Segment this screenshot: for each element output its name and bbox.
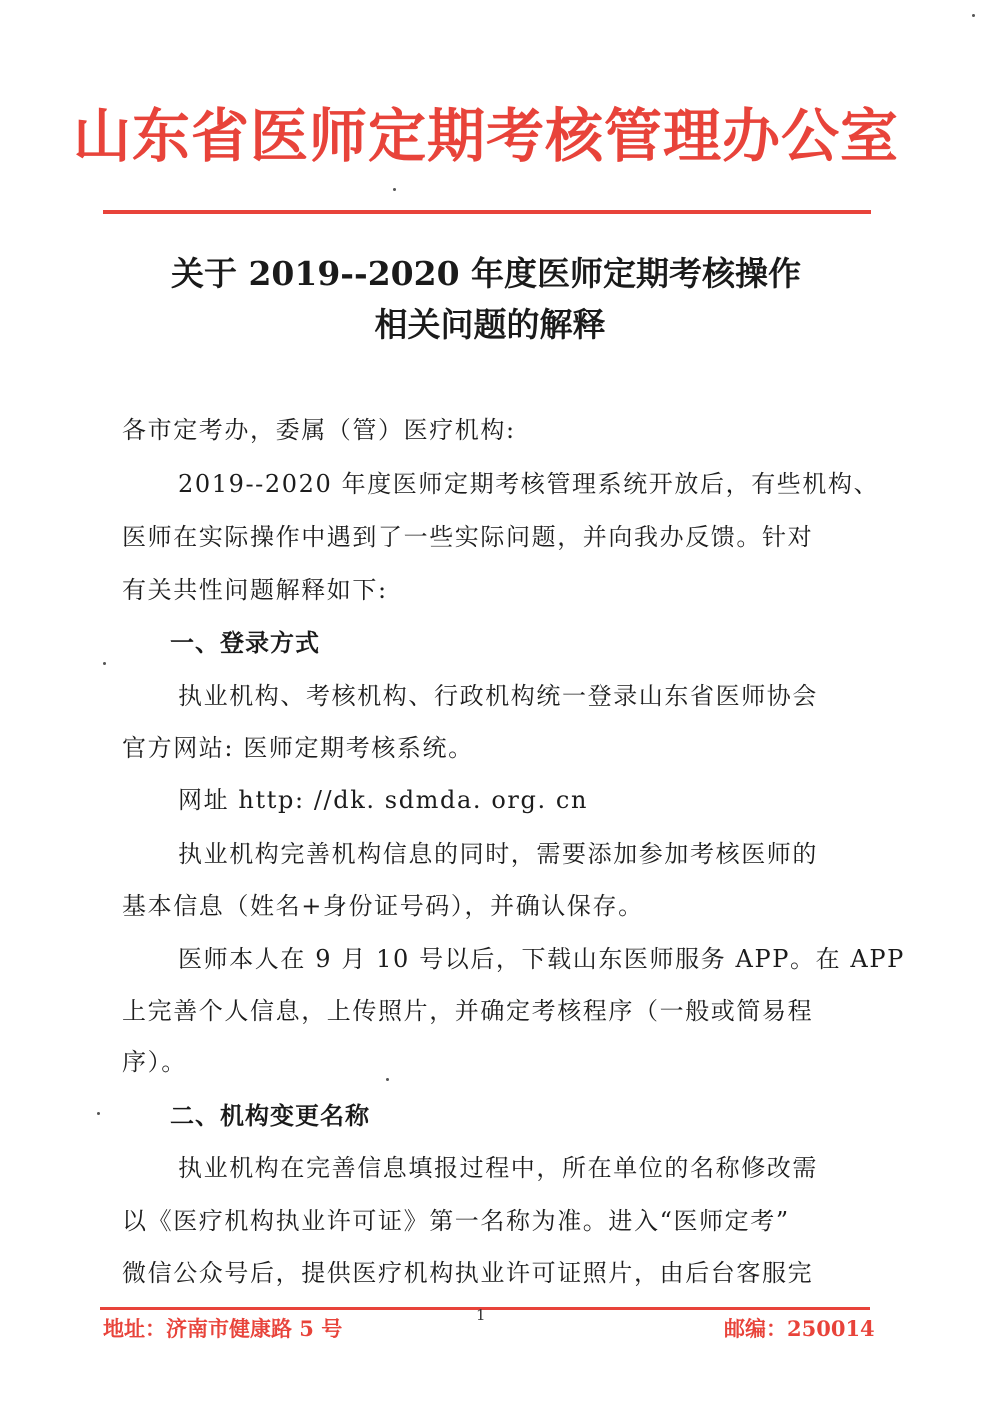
salutation: 各市定考办，委属（管）医疗机构: <box>122 416 516 444</box>
scan-speck <box>386 1078 389 1081</box>
section-2-paragraph-line: 以《医疗机构执业许可证》第一名称为准。进入“医师定考” <box>122 1207 790 1235</box>
section-1-heading: 一、登录方式 <box>170 628 320 657</box>
document-title-line-1: 关于 2019--2020 年度医师定期考核操作 <box>170 254 802 293</box>
section-1-paragraph-line: 官方网站: 医师定期考核系统。 <box>122 734 474 762</box>
section-1-paragraph-line: 上完善个人信息，上传照片，并确定考核程序（一般或简易程 <box>122 997 814 1025</box>
letterhead-top-divider <box>103 210 871 214</box>
section-2-paragraph-line: 执业机构在完善信息填报过程中，所在单位的名称修改需 <box>178 1154 818 1182</box>
intro-line: 有关共性问题解释如下: <box>122 576 388 604</box>
section-1-paragraph-line: 序）。 <box>122 1048 187 1076</box>
document-title-line-2: 相关问题的解释 <box>374 305 606 344</box>
scan-speck <box>972 14 975 17</box>
page-number: 1 <box>476 1306 486 1324</box>
section-1-paragraph-line: 医师本人在 9 月 10 号以后，下载山东医师服务 APP。在 APP <box>178 945 905 973</box>
section-2-paragraph-line: 微信公众号后，提供医疗机构执业许可证照片，由后台客服完 <box>122 1259 814 1287</box>
letterhead-office-name: 山东省医师定期考核管理办公室 <box>72 102 899 170</box>
login-url: 网址 http: //dk. sdmda. org. cn <box>178 786 588 814</box>
section-1-paragraph-line: 基本信息（姓名+身份证号码），并确认保存。 <box>122 892 644 920</box>
section-2-heading: 二、机构变更名称 <box>170 1101 370 1130</box>
intro-line: 医师在实际操作中遇到了一些实际问题，并向我办反馈。针对 <box>122 523 814 551</box>
scan-speck <box>393 188 396 191</box>
footer-address: 地址：济南市健康路 5 号 <box>103 1316 343 1341</box>
section-1-paragraph-line: 执业机构、考核机构、行政机构统一登录山东省医师协会 <box>178 682 818 710</box>
section-1-paragraph-line: 执业机构完善机构信息的同时，需要添加参加考核医师的 <box>178 840 818 868</box>
scan-speck <box>97 1112 100 1115</box>
scan-speck <box>103 662 106 665</box>
intro-line: 2019--2020 年度医师定期考核管理系统开放后，有些机构、 <box>178 470 880 498</box>
footer-postcode: 邮编：250014 <box>724 1316 875 1341</box>
